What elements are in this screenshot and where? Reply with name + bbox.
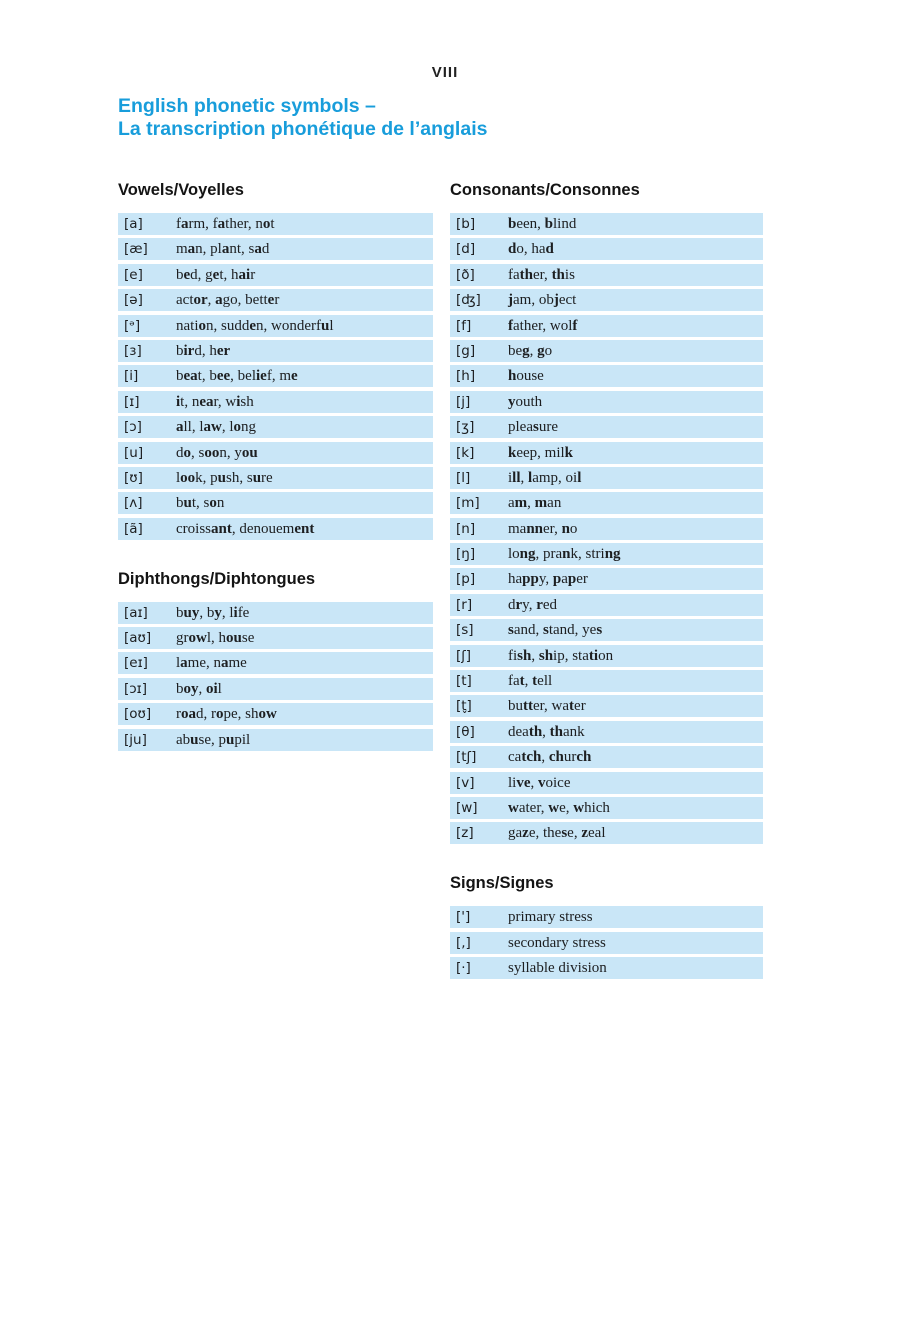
table-row — [450, 568, 763, 590]
example-words: catch, church — [508, 749, 592, 766]
phonetic-symbol: [,] — [456, 934, 471, 951]
example-words: do, had — [508, 241, 554, 258]
table-row — [450, 670, 763, 692]
table-row — [118, 213, 433, 235]
example-words: bird, her — [176, 342, 231, 359]
example-words: lame, name — [176, 655, 247, 672]
example-words: primary stress — [508, 909, 593, 926]
phonetic-symbol: [ã] — [124, 520, 143, 537]
signs-table — [450, 906, 763, 979]
table-row — [450, 594, 763, 616]
table-row — [450, 957, 763, 979]
phonetic-symbol: [t̬] — [456, 698, 472, 715]
table-row — [450, 467, 763, 489]
table-row — [118, 340, 433, 362]
phonetic-symbol: [ɔ] — [124, 419, 142, 436]
example-words: bed, get, hair — [176, 266, 256, 283]
phonetic-symbol: [ᵊ] — [124, 317, 141, 334]
table-row — [450, 492, 763, 514]
example-words: croissant, denouement — [176, 520, 315, 537]
table-row — [118, 315, 433, 337]
phonetic-symbol: [w] — [456, 799, 478, 816]
phonetic-symbol: [ɔɪ] — [124, 680, 147, 697]
phonetic-symbol: [ə] — [124, 292, 143, 309]
phonetic-symbol: [l] — [456, 469, 471, 486]
example-words: abuse, pupil — [176, 731, 251, 748]
table-row — [118, 678, 433, 700]
table-row — [450, 543, 763, 565]
table-row — [450, 797, 763, 819]
example-words: live, voice — [508, 774, 571, 791]
phonetic-symbol: [h] — [456, 368, 476, 385]
example-words: house — [508, 368, 544, 385]
table-row — [118, 518, 433, 540]
example-words: long, prank, string — [508, 546, 621, 563]
phonetic-symbol: [aɪ] — [124, 604, 148, 621]
table-row — [118, 492, 433, 514]
page-title-line1: English phonetic symbols – — [118, 95, 376, 117]
page-title — [118, 95, 487, 140]
example-words: but, son — [176, 495, 225, 512]
table-row — [450, 365, 763, 387]
diphthongs-table — [118, 602, 433, 751]
example-words: been, blind — [508, 216, 577, 232]
section-diphthongs — [118, 570, 433, 751]
table-row — [450, 315, 763, 337]
example-words: ill, lamp, oil — [508, 469, 582, 486]
phonetic-symbol: [k] — [456, 444, 475, 461]
phonetic-symbol: [g] — [456, 342, 476, 359]
example-words: road, rope, show — [176, 706, 277, 723]
phonetic-symbol: [ʊ] — [124, 469, 143, 486]
signs-heading: Signs/Signes — [450, 874, 554, 893]
phonetic-symbol: [i] — [124, 368, 139, 385]
phonetic-symbol: [v] — [456, 774, 475, 791]
phonetic-symbol: [r] — [456, 596, 473, 613]
phonetic-symbol: [j] — [456, 393, 471, 410]
table-row — [450, 340, 763, 362]
diphthongs-heading: Diphthongs/Diphtongues — [118, 569, 316, 588]
example-words: youth — [508, 393, 543, 410]
vowels-table — [118, 213, 433, 540]
phonetic-symbol: [e] — [124, 266, 143, 283]
phonetic-symbol: [θ] — [456, 723, 475, 740]
table-row — [118, 416, 433, 438]
example-words: do, soon, you — [176, 444, 258, 461]
phonetic-symbol: [p] — [456, 571, 476, 588]
example-words: gaze, these, zeal — [508, 825, 606, 842]
example-words: happy, paper — [508, 571, 588, 588]
table-row — [450, 518, 763, 540]
table-row — [118, 652, 433, 674]
phonetic-symbol: [æ] — [124, 241, 148, 258]
table-row — [450, 721, 763, 743]
content-columns — [118, 181, 763, 983]
example-words: all, law, long — [176, 419, 257, 436]
phonetic-symbol: [ʒ] — [456, 419, 475, 436]
table-row — [450, 822, 763, 844]
phonetic-symbol: [oʊ] — [124, 706, 152, 723]
example-words: fish, ship, station — [508, 647, 614, 664]
example-words: butter, water — [508, 698, 586, 715]
example-words: actor, ago, better — [176, 292, 280, 309]
example-words: it, near, wish — [176, 393, 254, 410]
table-row — [118, 289, 433, 311]
table-row — [118, 627, 433, 649]
table-row — [450, 416, 763, 438]
table-row — [450, 442, 763, 464]
consonants-heading: Consonants/Consonnes — [450, 181, 640, 199]
example-words: syllable division — [508, 960, 607, 977]
phonetic-symbol: [eɪ] — [124, 655, 148, 672]
phonetic-symbol: [ð] — [456, 266, 475, 283]
phonetic-symbol: [ʌ] — [124, 495, 143, 512]
example-words: am, man — [508, 495, 562, 512]
example-words: nation, sudden, wonderful — [176, 317, 334, 334]
table-row — [118, 729, 433, 751]
table-row — [118, 365, 433, 387]
phonetic-symbol: [ʤ] — [456, 292, 481, 309]
phonetic-symbol: [n] — [456, 520, 476, 537]
example-words: manner, no — [508, 520, 578, 537]
table-row — [450, 264, 763, 286]
table-row — [450, 391, 763, 413]
example-words: keep, milk — [508, 444, 574, 461]
example-words: look, push, sure — [176, 469, 273, 486]
table-row — [118, 442, 433, 464]
phonetic-symbol: [b] — [456, 216, 476, 232]
example-words: father, wolf — [508, 317, 578, 334]
phonetic-symbol: [tʃ] — [456, 749, 477, 766]
phonetic-symbol: [s] — [456, 622, 474, 639]
table-row — [118, 467, 433, 489]
phonetic-symbol: [·] — [456, 960, 471, 977]
right-column — [450, 181, 763, 983]
example-words: buy, by, life — [176, 604, 250, 621]
example-words: beg, go — [508, 342, 553, 359]
page-number: VIII — [431, 64, 459, 81]
table-row — [118, 602, 433, 624]
example-words: dry, red — [508, 596, 558, 613]
example-words: boy, oil — [176, 680, 222, 697]
example-words: sand, stand, yes — [508, 622, 603, 639]
phonetic-symbol: [f] — [456, 317, 472, 334]
vowels-heading: Vowels/Voyelles — [118, 181, 244, 199]
phonetic-symbol: ['] — [456, 909, 471, 926]
table-row — [118, 703, 433, 725]
section-vowels — [118, 181, 433, 540]
table-row — [450, 772, 763, 794]
section-signs — [450, 874, 763, 979]
phonetic-symbol: [ɜ] — [124, 342, 142, 359]
table-row — [450, 906, 763, 928]
table-row — [450, 289, 763, 311]
phonetic-symbol: [a] — [124, 216, 143, 232]
table-row — [450, 746, 763, 768]
table-row — [450, 213, 763, 235]
consonants-table — [450, 213, 763, 844]
example-words: pleasure — [508, 419, 558, 436]
page-title-line2: La transcription phonétique de l’anglais — [118, 117, 488, 140]
table-row — [118, 264, 433, 286]
table-row — [450, 645, 763, 667]
table-row — [450, 619, 763, 641]
example-words: farm, father, not — [176, 216, 275, 232]
phonetic-symbol: [ɪ] — [124, 393, 140, 410]
phonetic-symbol: [m] — [456, 495, 480, 512]
phonetic-symbol: [z] — [456, 825, 474, 842]
table-row — [118, 238, 433, 260]
table-row — [450, 932, 763, 954]
phonetic-symbol: [u] — [124, 444, 144, 461]
section-consonants — [450, 181, 763, 844]
example-words: death, thank — [508, 723, 585, 740]
example-words: jam, object — [508, 292, 577, 309]
table-row — [118, 391, 433, 413]
example-words: beat, bee, belief, me — [176, 368, 298, 385]
example-words: growl, house — [176, 630, 255, 647]
table-row — [450, 695, 763, 717]
table-row — [450, 238, 763, 260]
left-column — [118, 181, 433, 983]
phonetic-symbol: [t] — [456, 673, 472, 690]
example-words: man, plant, sad — [176, 241, 270, 258]
example-words: father, this — [508, 266, 575, 283]
phonetic-symbol: [ŋ] — [456, 546, 476, 563]
phonetic-symbol: [ʃ] — [456, 647, 472, 664]
phonetic-symbol: [aʊ] — [124, 630, 152, 647]
example-words: water, we, which — [508, 799, 610, 816]
phonetic-symbol: [ju] — [124, 731, 147, 748]
example-words: fat, tell — [508, 673, 553, 690]
example-words: secondary stress — [508, 934, 606, 951]
phonetic-symbol: [d] — [456, 241, 476, 258]
